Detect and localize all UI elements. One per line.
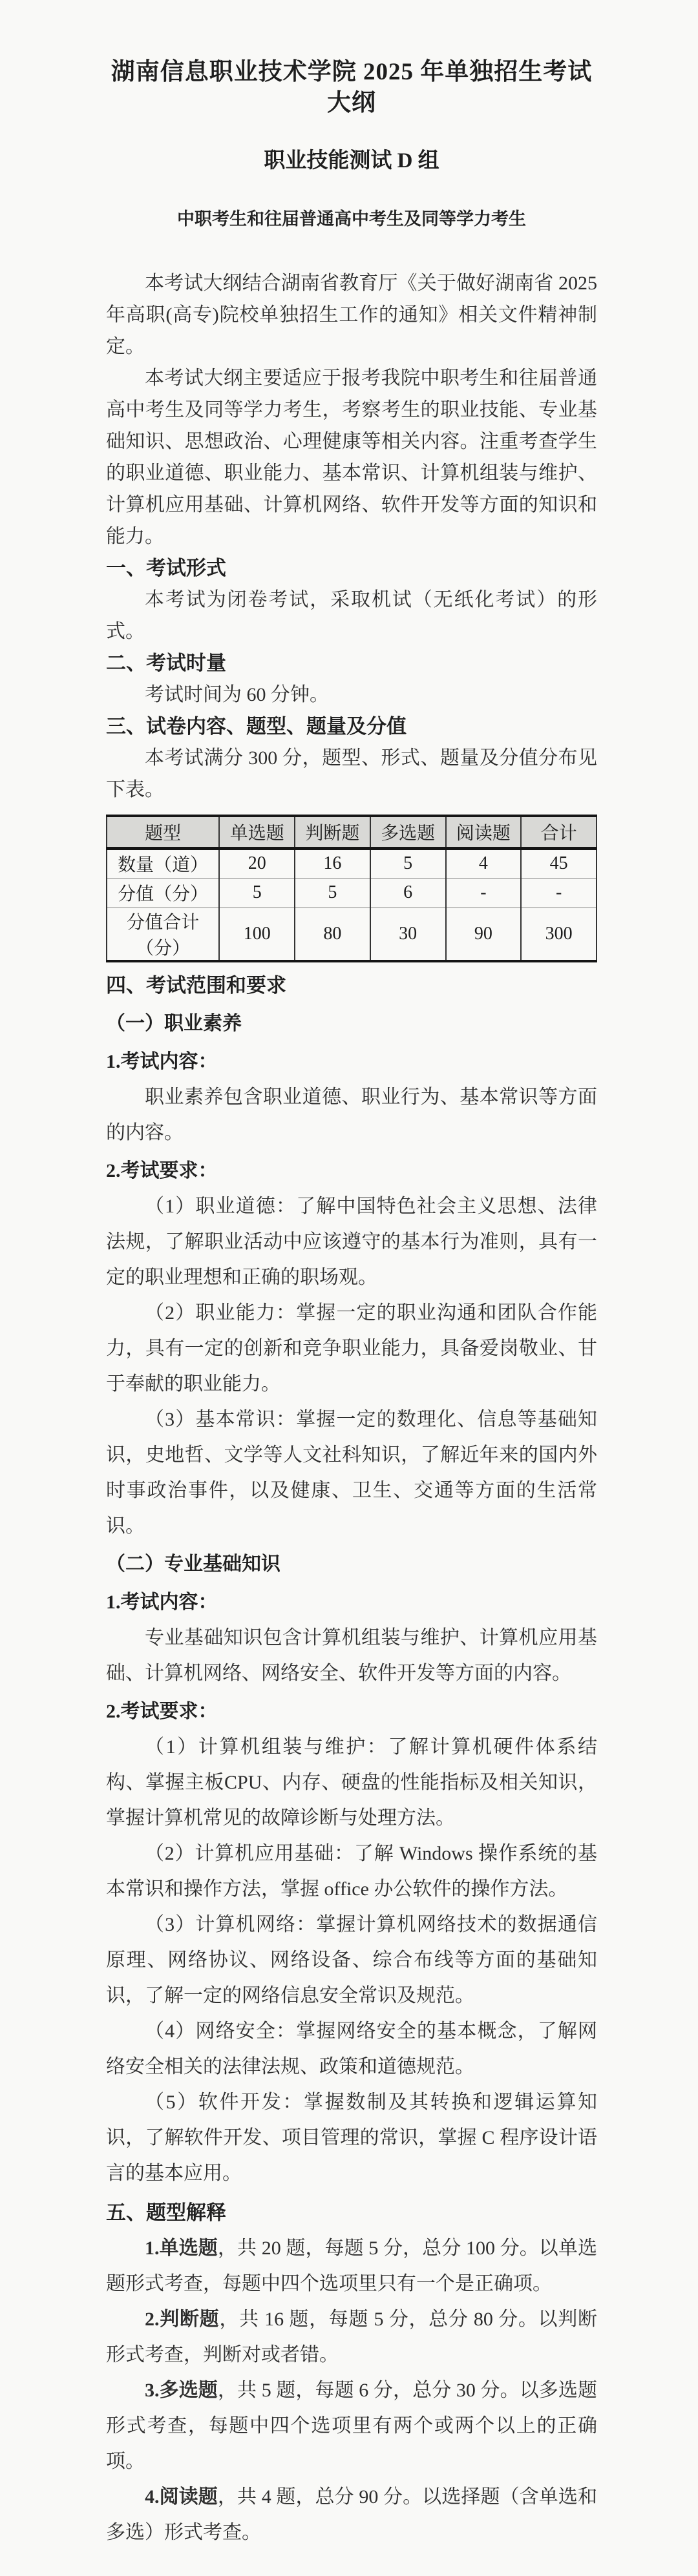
table-row bbox=[107, 878, 597, 908]
question-type-lead: 2.判断题 bbox=[145, 2308, 220, 2330]
subsection-2-title: （二）专业基础知识 bbox=[106, 1553, 280, 1575]
question-type-item bbox=[106, 2373, 597, 2479]
table-cell: 5 bbox=[370, 848, 446, 878]
table-cell: 5 bbox=[219, 878, 295, 908]
question-type-item bbox=[106, 2230, 597, 2301]
intro-paragraph-2: 本考试大纲主要适应于报考我院中职考生和往届普通高中考生及同等学力考生，考察考生的职业技能、专业基础知识、思想政治、心理健康等相关内容。注重考查学生的职业道德、职业能力、基本常识、计算机组装与维护、计算机应用基础、计算机网络、软件开发等方面的知识和能力。 bbox=[106, 368, 597, 547]
intro-paragraph-1: 本考试大纲结合湖南省教育厅《关于做好湖南省 2025 年高职(高专)院校单独招生工作的通知》相关文件精神制定。 bbox=[106, 273, 597, 357]
question-type-text: ，共 20 题，每题 5 分，总分 100 分。以单选题形式考查，每题中四个选项里只有一个是正确项。 bbox=[106, 2237, 598, 2294]
table-cell: 300 bbox=[521, 908, 597, 961]
section-2-heading: 二、考试时量 bbox=[106, 652, 226, 674]
question-type-text: ，共 5 题，每题 6 分，总分 30 分。以多选题形式考查，每题中四个选项里有两个或两个以上的正确项。 bbox=[106, 2379, 598, 2472]
table-header-cell: 单选题 bbox=[219, 816, 295, 848]
requirement-paragraph: （2）职业能力：掌握一定的职业沟通和团队合作能力，具有一定的创新和竞争职业能力，具备爱岗敬业、甘于奉献的职业能力。 bbox=[106, 1302, 597, 1395]
section-4-heading: 四、考试范围和要求 bbox=[106, 973, 286, 997]
table-header-cell: 合计 bbox=[521, 816, 597, 848]
subsection-1-content-heading: 1.考试内容： bbox=[106, 1050, 218, 1072]
subsection-2-req-heading: 2.考试要求： bbox=[106, 1700, 218, 1722]
section-5-heading: 五、题型解释 bbox=[106, 2201, 226, 2224]
subsection-2-content: 专业基础知识包含计算机组装与维护、计算机应用基础、计算机网络、网络安全、软件开发等方面的内容。 bbox=[106, 1626, 597, 1684]
table-cell: 90 bbox=[446, 908, 522, 961]
question-type-lead: 1.单选题 bbox=[145, 2237, 218, 2259]
question-type-lead: 3.多选题 bbox=[145, 2379, 218, 2401]
score-table bbox=[106, 815, 597, 962]
subsection-2-content-heading: 1.考试内容： bbox=[106, 1591, 218, 1613]
table-cell: 16 bbox=[295, 848, 370, 878]
score-table-body bbox=[107, 848, 597, 961]
table-cell: 80 bbox=[295, 908, 370, 961]
question-type-item bbox=[106, 2301, 597, 2373]
section-1-heading: 一、考试形式 bbox=[106, 557, 226, 579]
subsection-1-req-heading: 2.考试要求： bbox=[106, 1159, 218, 1181]
requirement-paragraph: （1）职业道德：了解中国特色社会主义思想、法律法规，了解职业活动中应该遵守的基本行为准则，具有一定的职业理想和正确的职场观。 bbox=[106, 1195, 597, 1288]
doc-title: 湖南信息职业技术学院 2025 年单独招生考试大纲 bbox=[111, 59, 593, 116]
question-type-item bbox=[106, 2479, 597, 2550]
requirement-paragraph: （1）计算机组装与维护：了解计算机硬件体系结构、掌握主板CPU、内存、硬盘的性能指标及相关知识，掌握计算机常见的故障诊断与处理方法。 bbox=[106, 1736, 597, 1829]
table-cell: - bbox=[446, 878, 522, 908]
question-type-text: ，共 16 题，每题 5 分，总分 80 分。以判断形式考查，判断对或者错。 bbox=[106, 2308, 598, 2365]
subsection-1-title: （一）职业素养 bbox=[106, 1012, 242, 1034]
table-header-cell: 阅读题 bbox=[446, 816, 522, 848]
doc-subtitle: 职业技能测试 D 组 bbox=[264, 149, 439, 172]
table-row-label: 分值合计（分） bbox=[107, 908, 219, 961]
table-row bbox=[107, 908, 597, 961]
table-row-label: 分值（分） bbox=[107, 878, 219, 908]
table-cell: 4 bbox=[446, 848, 522, 878]
subsection-1-content: 职业素养包含职业道德、职业行为、基本常识等方面的内容。 bbox=[106, 1086, 597, 1143]
section-1-paragraph: 本考试为闭卷考试，采取机试（无纸化考试）的形式。 bbox=[106, 589, 597, 642]
table-header-cell: 多选题 bbox=[370, 816, 446, 848]
requirement-paragraph: （2）计算机应用基础：了解 Windows 操作系统的基本常识和操作方法，掌握 office 办公软件的操作方法。 bbox=[106, 1842, 597, 1900]
table-cell: 30 bbox=[370, 908, 446, 961]
table-row-label: 数量（道） bbox=[107, 848, 219, 878]
table-header-row bbox=[107, 816, 597, 848]
section-3-heading: 三、试卷内容、题型、题量及分值 bbox=[106, 715, 407, 738]
section-2-paragraph: 考试时间为 60 分钟。 bbox=[145, 684, 329, 705]
table-cell: 5 bbox=[295, 878, 370, 908]
question-type-lead: 4.阅读题 bbox=[145, 2486, 218, 2508]
requirement-paragraph: （4）网络安全：掌握网络安全的基本概念，了解网络安全相关的法律法规、政策和道德规范。 bbox=[106, 2020, 597, 2077]
table-row bbox=[107, 848, 597, 878]
requirement-paragraph: （3）计算机网络：掌握计算机网络技术的数据通信原理、网络协议、网络设备、综合布线等方面的基础知识，了解一定的网络信息安全常识及规范。 bbox=[106, 1913, 597, 2006]
table-header-cell: 判断题 bbox=[295, 816, 370, 848]
table-header-cell: 题型 bbox=[107, 816, 219, 848]
table-cell: 45 bbox=[521, 848, 597, 878]
score-table-header bbox=[107, 816, 597, 848]
requirement-paragraph: （3）基本常识：掌握一定的数理化、信息等基础知识，史地哲、文学等人文社科知识，了解近年来的国内外时事政治事件，以及健康、卫生、交通等方面的生活常识。 bbox=[106, 1408, 597, 1537]
doc-audience: 中职考生和往届普通高中考生及同等学力考生 bbox=[177, 209, 526, 229]
question-type-text: ，共 4 题，总分 90 分。以选择题（含单选和多选）形式考查。 bbox=[106, 2486, 598, 2543]
table-cell: 100 bbox=[219, 908, 295, 961]
table-cell: 6 bbox=[370, 878, 446, 908]
table-cell: 20 bbox=[219, 848, 295, 878]
section-3-paragraph: 本考试满分 300 分，题型、形式、题量及分值分布见下表。 bbox=[106, 747, 597, 800]
requirement-paragraph: （5）软件开发：掌握数制及其转换和逻辑运算知识，了解软件开发、项目管理的常识，掌握 C 程序设计语言的基本应用。 bbox=[106, 2091, 597, 2184]
table-cell: - bbox=[521, 878, 597, 908]
